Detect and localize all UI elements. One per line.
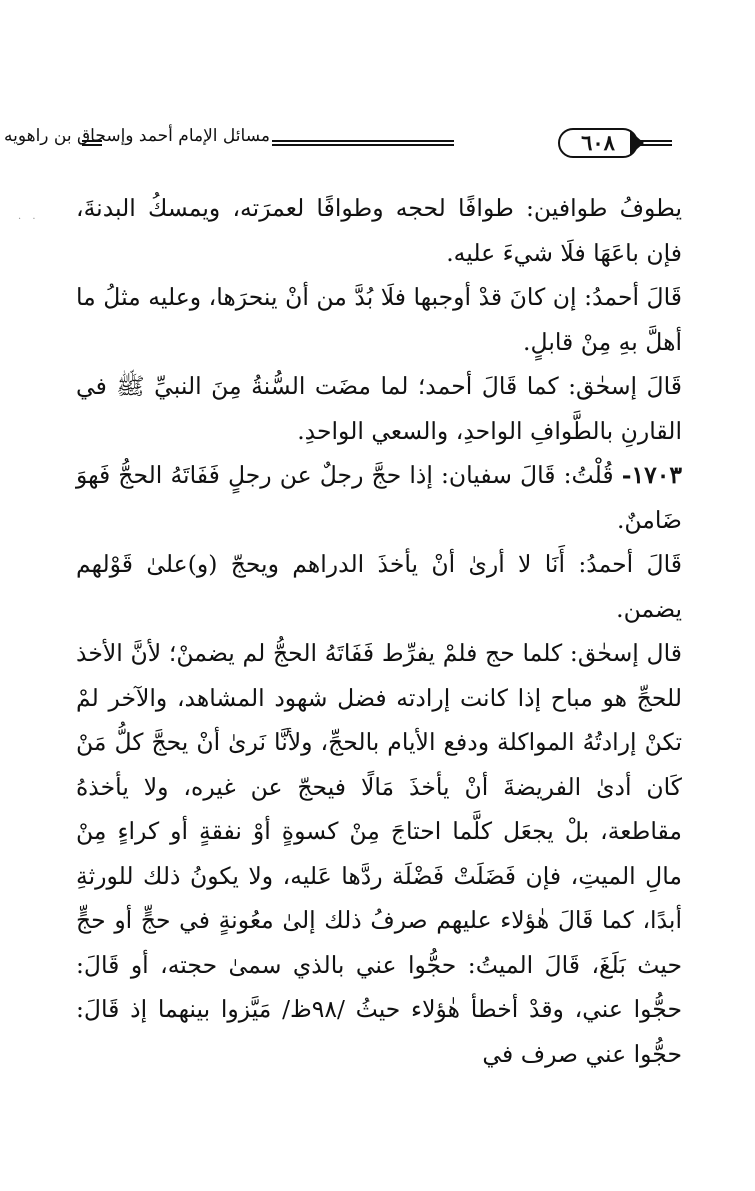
running-header [3, 126, 672, 164]
paragraph: يطوفُ طوافين: طوافًا لحجه وطوافًا لعمرَته، ويمسكُ البدنةَ، فإن باعَهَا فلَا شيءَ عليه. [76, 194, 682, 267]
header-title: مسائل الإمام أحمد وإسحاق بن راهويه [3, 126, 270, 146]
entry-number: ١٧٠٣- [621, 461, 682, 489]
paragraph: قَالَ إسحٰق: كما قَالَ أحمد؛ لما مضَت السُّنةُ مِنَ النبيِّ ﷺ في القارنِ بالطَّوافِ الواحدِ، والسعي الواحدِ. [76, 372, 682, 445]
margin-marks: · · [18, 214, 40, 225]
header-rule-right [634, 140, 672, 146]
paragraph: قَالَ أحمدُ: إن كانَ قدْ أوجبها فلَا بُدَّ من أنْ ينحرَها، وعليه مثلُ ما أهلَّ بهِ مِنْ قابلٍ. [76, 283, 682, 356]
header-rule-middle [272, 140, 454, 146]
page-number: ٦٠٨ [558, 128, 638, 158]
entry-text: قُلْتُ: قَالَ سفيان: إذا حجَّ رجلٌ عن رجلٍ فَفَاتَهُ الحجُّ فَهوَ ضَامنٌ. [76, 461, 682, 534]
paragraph: قال إسحٰق: كلما حج فلمْ يفرِّط فَفَاتَهُ الحجُّ لم يضمنْ؛ لأنَّ الأخذ للحجِّ هو مباح إذا كانت إرادته فضل شهود المشاهد، والآخر لمْ تكنْ إرادتُهُ المواكلة ودفع الأيام بالحجِّ، ولأنَّا نَرىٰ أنْ يحجَّ كلُّ مَنْ كَان أدىٰ الفريضةَ أنْ يأخذَ مَالًا فيحجّ عن غيره، ولا يأخذهُ مقاطعة، بلْ يجعَل كلَّما احتاجَ مِنْ كسوةٍ أوْ نفقةٍ أو كراءٍ مِنْ مالِ الميتِ، فإن فَضَلَتْ فَضْلَة ردَّها عَليه، ولا يكونُ ذلك للورثةِ أبدًا، كما قَالَ هٰؤلاء عليهم صرفُ ذلك إلىٰ معُونةٍ في حجٍّ أو حجٍّ حيث بَلَغَ، قَالَ الميتُ: حجُّوا عني بالذي سمىٰ حجته، أو قَالَ: حجُّوا عني، وقدْ أخطأ هٰؤلاء حيثُ /٩٨ظ/ مَيَّزوا بينهما إذ قَالَ: حجُّوا عني صرف في [76, 639, 682, 1068]
numbered-entry [76, 453, 682, 542]
paragraph: قَالَ أحمدُ: أَنَا لا أرىٰ أنْ يأخذَ الدراهم ويحجّ (و)علىٰ قَوْلهم يضمن. [76, 550, 682, 623]
body-text [76, 186, 682, 1076]
